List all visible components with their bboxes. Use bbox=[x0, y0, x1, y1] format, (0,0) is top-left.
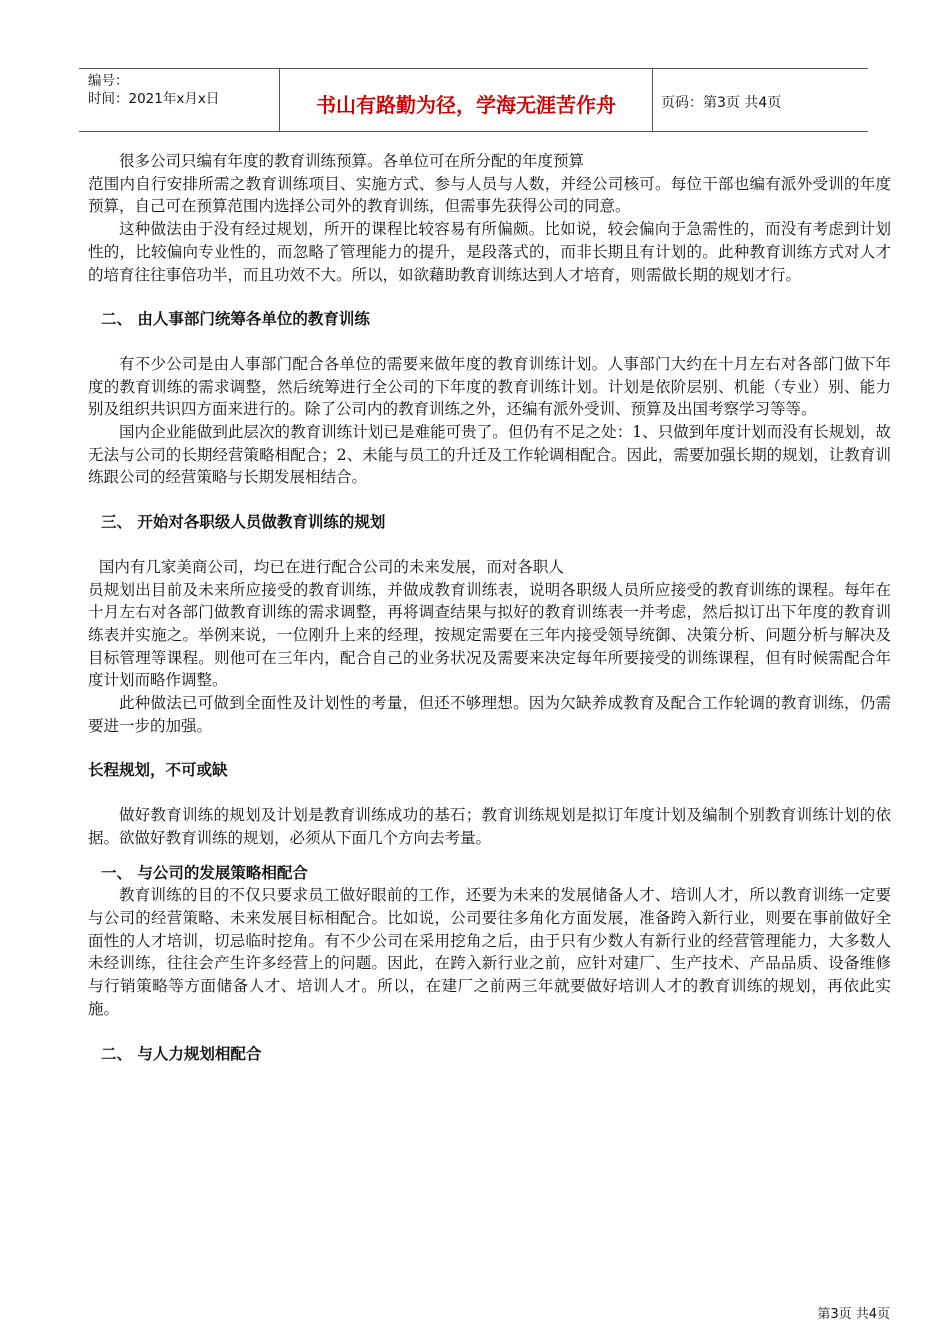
header-motto-box bbox=[279, 69, 653, 131]
paragraph: 此种做法已可做到全面性及计划性的考量，但还不够理想。因为欠缺养成教育及配合工作轮调的教育训练，仍需要进一步的加强。 bbox=[88, 694, 891, 735]
page-footer: 第3页 共4页 bbox=[817, 1307, 890, 1322]
motto: 书山有路勤为径，学海无涯苦作舟 bbox=[316, 93, 616, 117]
code-label: 编号： bbox=[88, 73, 129, 89]
document-body bbox=[88, 150, 891, 1065]
paragraph: 有不少公司是由人事部门配合各单位的需要来做年度的教育训练计划。人事部门大约在十月左右对各部门做下年度的教育训练的需求调整，然后统筹进行全公司的下年度的教育训练计划。计划是依阶层别、机能（专业）别、能力别及组织共识四方面来进行的。除了公司内的教育训练之外，还编有派外受训、预算及出国考察学习等等。 bbox=[88, 354, 891, 419]
paragraph: 教育训练的目的不仅只要求员工做好眼前的工作，还要为未来的发展储备人才、培训人才，所以教育训练一定要与公司的经营策略、未来发展目标相配合。比如说，公司要往多角化方面发展，准备跨入新行业，则要在事前做好全面性的人才培训，切忌临时挖角。有不少公司在采用挖角之后，由于只有少数人有新行业的经营管理能力，大多数人未经训练，往往会产生许多经营上的问题。因此，在跨入新行业之前，应针对建厂、生产技术、产品品质、设备维修与行销策略等方面储备人才、培训人才。所以，在建厂之前两三年就要做好培训人才的教育训练的规划，再依此实施。 bbox=[88, 886, 891, 1018]
paragraph: 范围内自行安排所需之教育训练项目、实施方式、参与人员与人数，并经公司核可。每位干部也编有派外受训的年度预算，自己可在预算范围内选择公司外的教育训练，但需事先获得公司的同意。 bbox=[88, 174, 891, 216]
date-label: 时间：2021年x月x日 bbox=[88, 91, 220, 107]
header-page-number: 页码：第3页 共4页 bbox=[661, 95, 782, 111]
section-heading: 三、 开始对各职级人员做教育训练的规划 bbox=[101, 513, 386, 532]
paragraph: 国内企业能做到此层次的教育训练计划已是难能可贵了。但仍有不足之处：1、只做到年度计划而没有长规划，故无法与公司的长期经营策略相配合；2、未能与员工的升迁及工作轮调相配合。因此，需要加强长期的规划，让教育训练跟公司的经营策略与长期发展相结合。 bbox=[88, 423, 891, 487]
paragraph: 很多公司只编有年度的教育训练预算。各单位可在所分配的年度预算 bbox=[119, 152, 585, 170]
paragraph: 员规划出目前及未来所应接受的教育训练，并做成教育训练表，说明各职级人员所应接受的教育训练的课程。每年在十月左右对各部门做教育训练的需求调整，再将调查结果与拟好的教育训练表一并考虑，然后拟订出下年度的教育训练表并实施之。举例来说，一位刚升上来的经理，按规定需要在三年内接受领导统御、决策分析、问题分析与解决及目标管理等课程。则他可在三年内，配合自己的业务状况及需要来决定每年所要接受的训练课程，但有时候需配合年度计划而略作调整。 bbox=[88, 580, 891, 690]
paragraph: 国内有几家美商公司，均已在进行配合公司的未来发展，而对各职人 bbox=[98, 557, 564, 576]
section-heading: 一、 与公司的发展策略相配合 bbox=[101, 863, 308, 882]
section-heading: 二、 由人事部门统筹各单位的教育训练 bbox=[101, 310, 370, 329]
section-title: 长程规划，不可或缺 bbox=[88, 761, 228, 780]
paragraph: 做好教育训练的规划及计划是教育训练成功的基石；教育训练规划是拟订年度计划及编制个别教育训练计划的依据。欲做好教育训练的规划，必须从下面几个方向去考量。 bbox=[88, 806, 891, 847]
header-meta bbox=[88, 72, 219, 108]
section-heading: 二、 与人力规划相配合 bbox=[101, 1044, 262, 1063]
paragraph: 这种做法由于没有经过规划，所开的课程比较容易有所偏颇。比如说，较会偏向于急需性的，而没有考虑到计划性的，比较偏向专业性的，而忽略了管理能力的提升，是段落式的，而非长期且有计划的。此种教育训练方式对人才的培育往往事倍功半，而且功效不大。所以，如欲藉助教育训练达到人才培育，则需做长期的规划才行。 bbox=[88, 220, 891, 284]
page-header bbox=[79, 68, 868, 132]
